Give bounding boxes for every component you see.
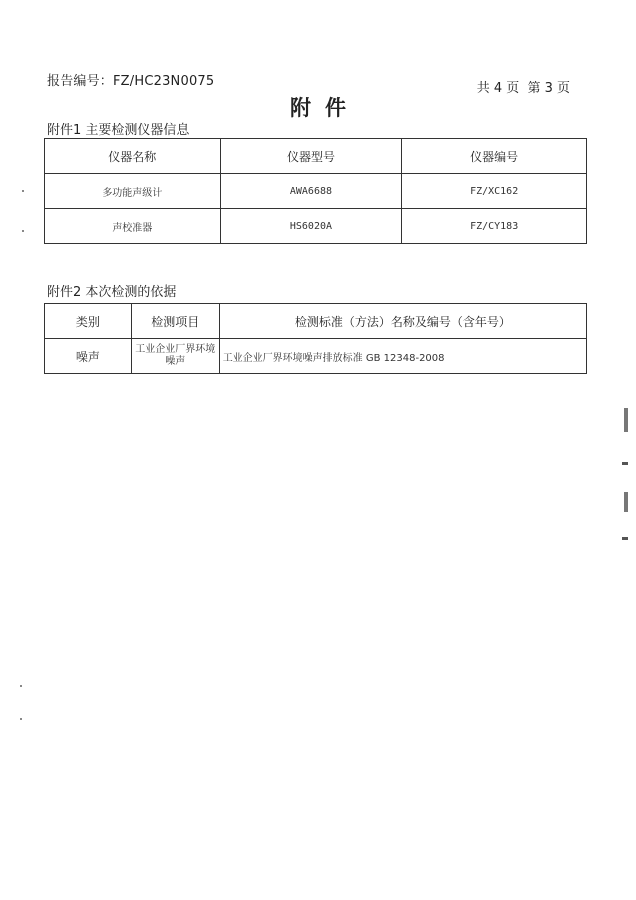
edge-bar	[624, 408, 628, 432]
table-row	[45, 174, 587, 209]
table-row	[45, 339, 587, 374]
category-cell: 噪声	[45, 339, 132, 374]
instrument-name: 声校准器	[45, 209, 221, 244]
report-number: 报告编号：FZ/HC23N0075	[47, 74, 215, 89]
table-row	[45, 209, 587, 244]
total-pages: 共 4 页	[476, 81, 520, 96]
scan-speck	[20, 685, 22, 687]
table-header-row	[45, 304, 587, 339]
column-header: 检测标准（方法）名称及编号（含年号）	[219, 304, 586, 339]
edge-bar	[622, 537, 628, 540]
scan-speck	[22, 230, 24, 232]
table-header-row	[45, 139, 587, 174]
attachment1-heading: 附件1 主要检测仪器信息	[47, 123, 190, 138]
attachment2-heading: 附件2 本次检测的依据	[47, 285, 177, 300]
column-header: 仪器型号	[220, 139, 402, 174]
instrument-model: AWA6688	[220, 174, 402, 209]
column-header: 仪器编号	[402, 139, 587, 174]
column-header: 检测项目	[131, 304, 219, 339]
scan-speck	[22, 190, 24, 192]
instrument-id: FZ/CY183	[402, 209, 587, 244]
instrument-name: 多功能声级计	[45, 174, 221, 209]
item-cell: 工业企业厂界环境噪声	[131, 339, 219, 374]
instrument-id: FZ/XC162	[402, 174, 587, 209]
edge-bar	[622, 462, 628, 465]
column-header: 类别	[45, 304, 132, 339]
column-header: 仪器名称	[45, 139, 221, 174]
basis-table	[44, 303, 587, 374]
scan-speck	[20, 718, 22, 720]
current-page: 第 3 页	[527, 81, 570, 96]
edge-bar	[624, 492, 628, 512]
standard-cell: 工业企业厂界环境噪声排放标准 GB 12348-2008	[219, 339, 586, 374]
document-title: 附件	[290, 96, 360, 120]
instrument-table	[44, 138, 587, 244]
instrument-model: HS6020A	[220, 209, 402, 244]
